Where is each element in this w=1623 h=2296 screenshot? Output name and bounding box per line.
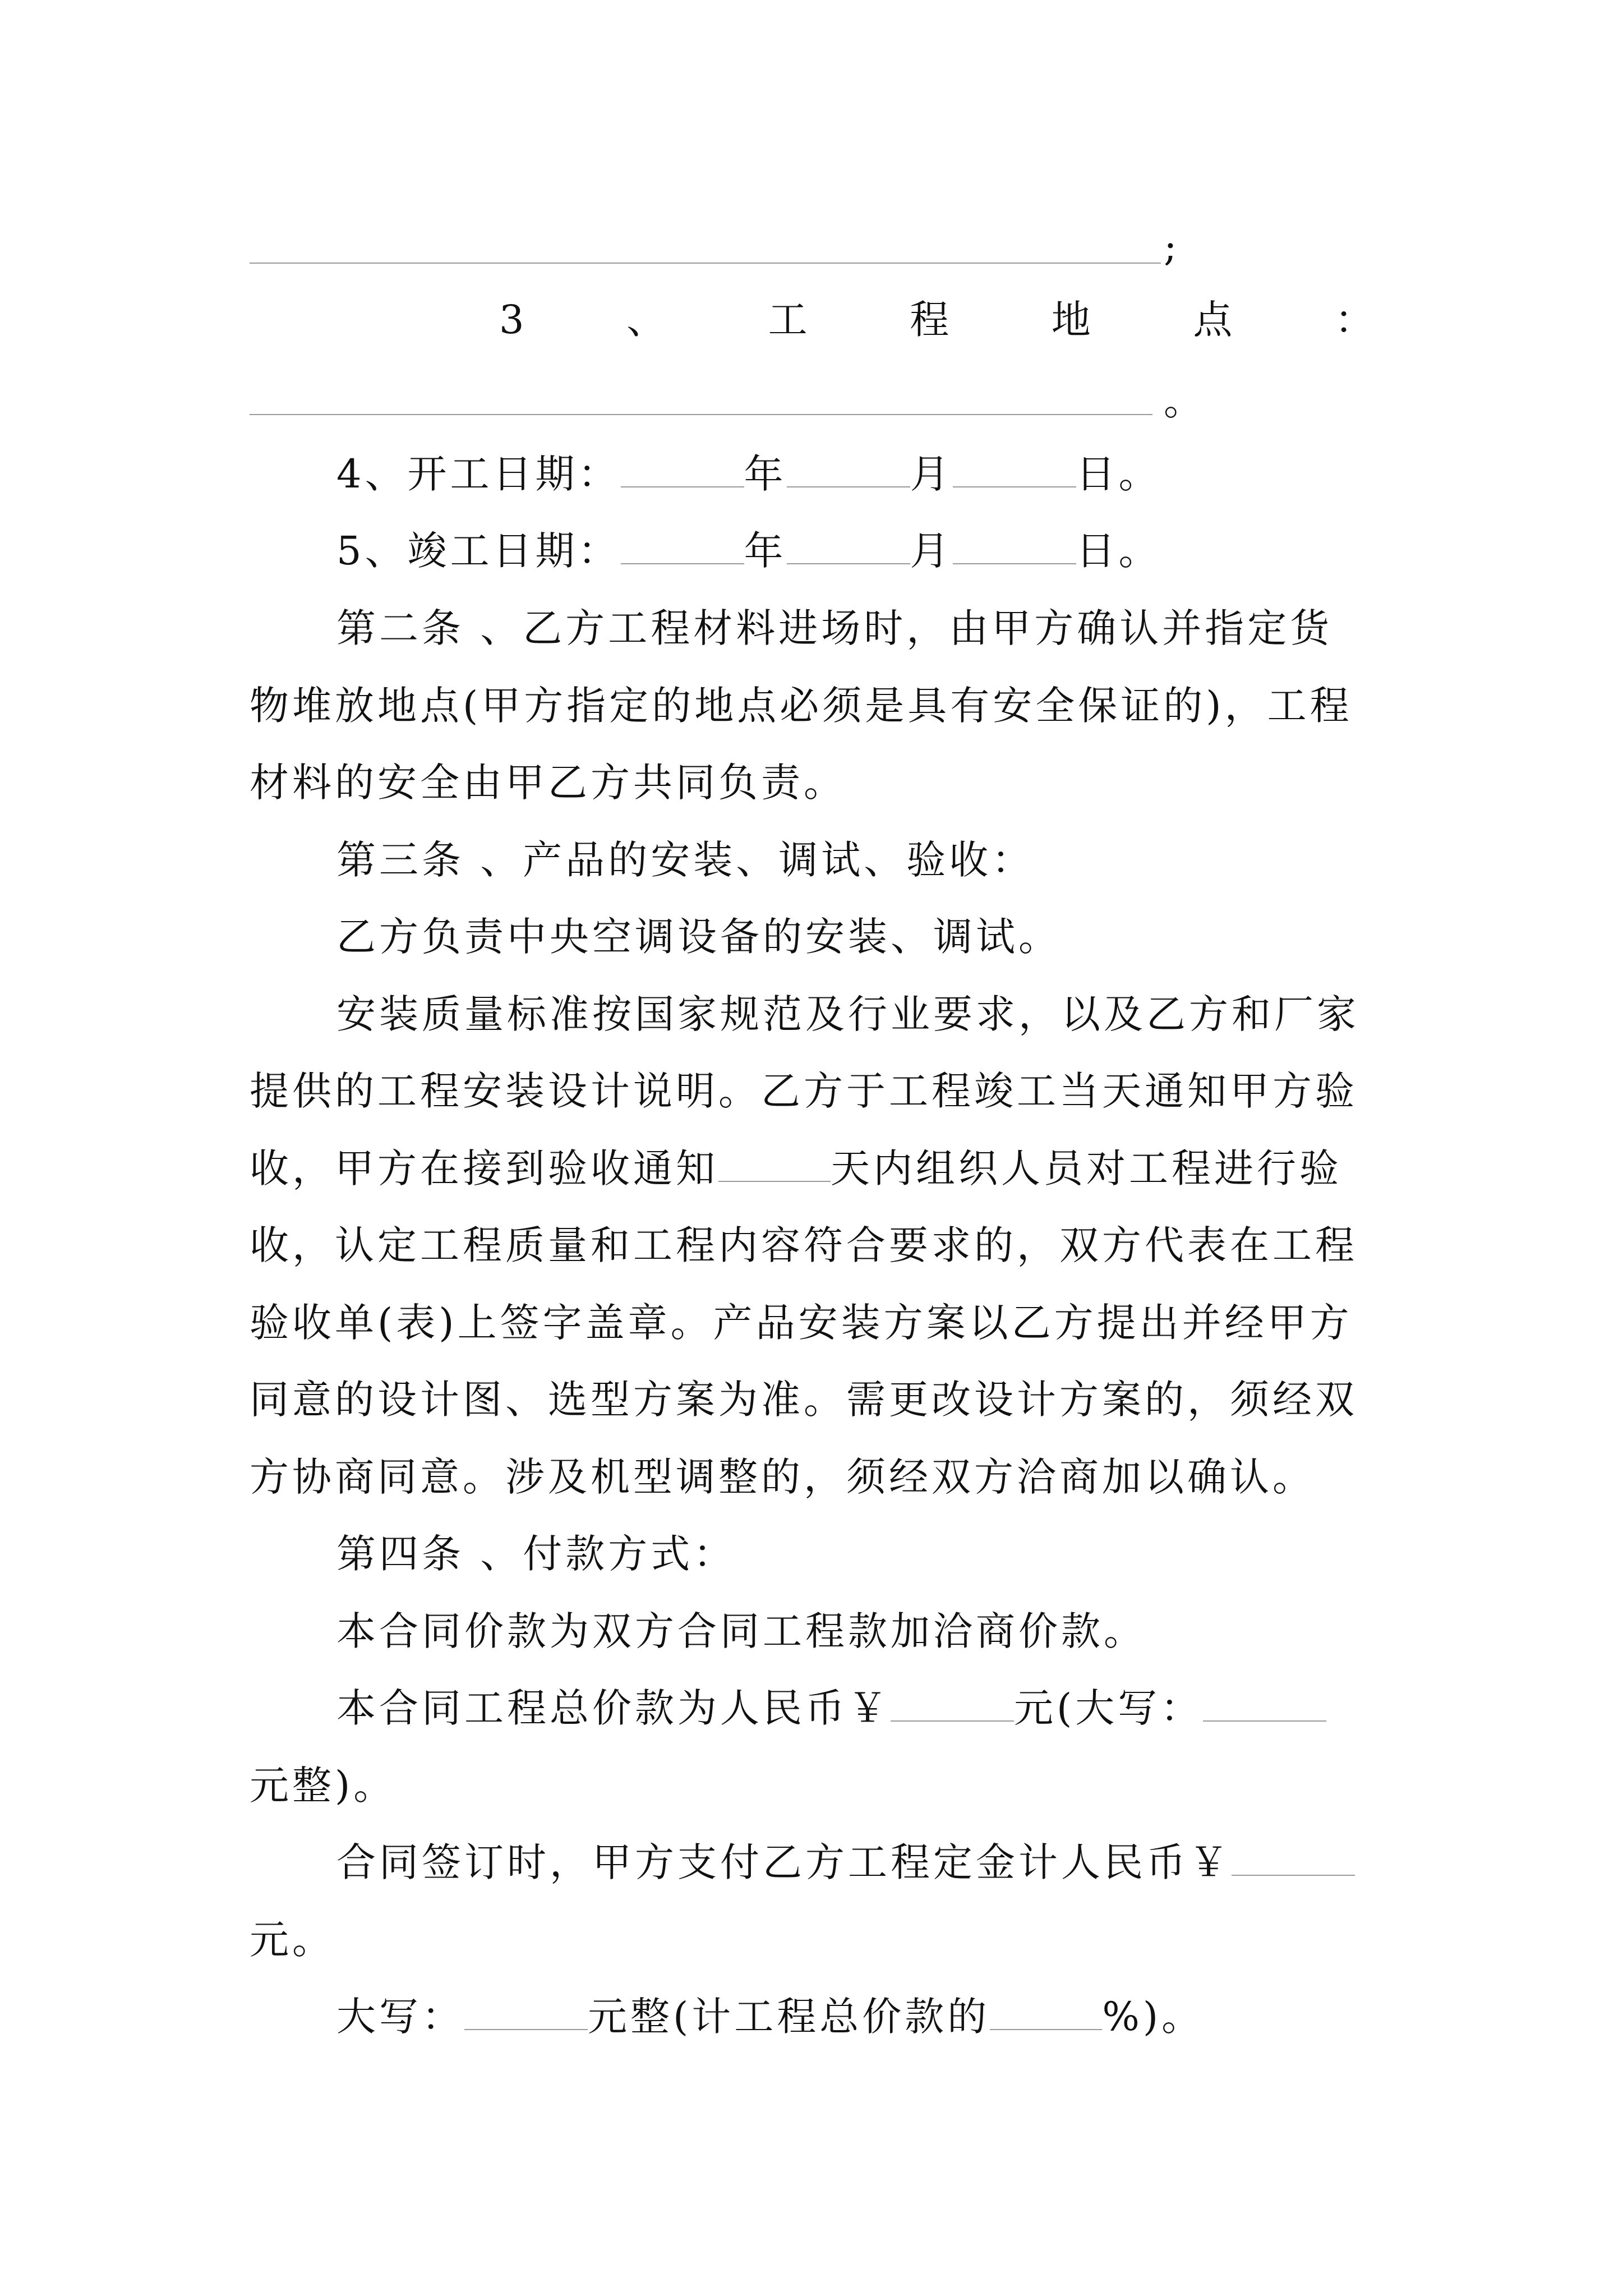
label-char: 工: [768, 297, 808, 343]
article-2-line: 物堆放地点(甲方指定的地点必须是具有安全保证的)，工程: [250, 683, 1353, 729]
text-segment: %)。: [1102, 1994, 1205, 2040]
end-date-line: [336, 517, 1161, 585]
period: 。: [1164, 378, 1203, 424]
end-date-label: 5、竣工日期：: [336, 528, 621, 574]
label-char: 3: [499, 297, 524, 343]
article-4-paragraph: 本合同价款为双方合同工程款加洽商价款。: [336, 1608, 1146, 1654]
article-3-line: 提供的工程安装设计说明。乙方于工程竣工当天通知甲方验: [250, 1068, 1358, 1114]
label-char: 点: [1193, 297, 1233, 343]
label-char: 、: [626, 297, 666, 343]
label-char: 地: [1051, 297, 1091, 343]
start-date-label: 4、开工日期：: [336, 451, 621, 497]
label-char: ：: [1334, 297, 1374, 343]
day-blank[interactable]: [953, 528, 1076, 564]
deposit-blank[interactable]: [1232, 1840, 1355, 1876]
article-3-paragraph: 乙方负责中央空调设备的安装、调试。: [336, 914, 1061, 960]
day-label: 日。: [1076, 451, 1161, 497]
day-blank[interactable]: [953, 452, 1076, 487]
text-segment: 元(大写：: [1014, 1685, 1204, 1731]
total-price-line-end: 元整)。: [250, 1763, 396, 1809]
deposit-line: [336, 1829, 1355, 1896]
article-3-line: 验收单(表)上签字盖章。产品安装方案以乙方提出并经甲方: [250, 1300, 1353, 1346]
label-char: 程: [910, 297, 949, 343]
deposit-words-line: [336, 1983, 1204, 2050]
text-segment: 本合同工程总价款为人民币￥: [336, 1685, 891, 1731]
deposit-line-end: 元。: [250, 1917, 335, 1963]
year-label: 年: [744, 528, 787, 574]
text-segment: 大写：: [336, 1994, 464, 2040]
start-date-line: [336, 440, 1161, 508]
blank-line[interactable]: [250, 263, 1161, 264]
text-segment: 元整(计工程总价款的: [588, 1994, 990, 2040]
article-3-title: 第三条 、产品的安装、调试、验收：: [336, 837, 1035, 883]
article-3-line-with-blank: [250, 1135, 1342, 1202]
text-segment: 天内组织人员对工程进行验: [831, 1145, 1342, 1191]
article-2-line: 材料的安全由甲乙方共同负责。: [250, 760, 846, 806]
article-4-title: 第四条 、付款方式：: [336, 1531, 736, 1577]
amount-words-blank[interactable]: [1203, 1686, 1326, 1722]
article-2-line: 第二条 、乙方工程材料进场时，由甲方确认并指定货: [336, 605, 1333, 651]
year-blank[interactable]: [621, 528, 744, 564]
semicolon: ;: [1164, 224, 1177, 270]
year-label: 年: [744, 451, 787, 497]
article-3-line: 同意的设计图、选型方案为准。需更改设计方案的，须经双: [250, 1377, 1358, 1423]
blank-line[interactable]: [250, 414, 1152, 415]
month-blank[interactable]: [787, 452, 910, 487]
year-blank[interactable]: [621, 452, 744, 487]
days-blank[interactable]: [718, 1146, 831, 1182]
text-segment: 收，甲方在接到验收通知: [250, 1145, 718, 1191]
day-label: 日。: [1076, 528, 1161, 574]
month-label: 月: [910, 451, 953, 497]
percent-blank[interactable]: [990, 1994, 1102, 2030]
total-price-line: [336, 1674, 1326, 1742]
project-location-label: [499, 286, 1374, 353]
deposit-words-blank[interactable]: [464, 1994, 588, 2030]
article-3-line: 收，认定工程质量和工程内容符合要求的，双方代表在工程: [250, 1222, 1358, 1268]
month-blank[interactable]: [787, 528, 910, 564]
month-label: 月: [910, 528, 953, 574]
text-segment: 合同签订时，甲方支付乙方工程定金计人民币￥: [336, 1839, 1232, 1885]
article-3-line: 安装质量标准按国家规范及行业要求，以及乙方和厂家: [336, 991, 1359, 1037]
article-3-line: 方协商同意。涉及机型调整的，须经双方洽商加以确认。: [250, 1454, 1315, 1500]
amount-blank[interactable]: [891, 1686, 1014, 1722]
